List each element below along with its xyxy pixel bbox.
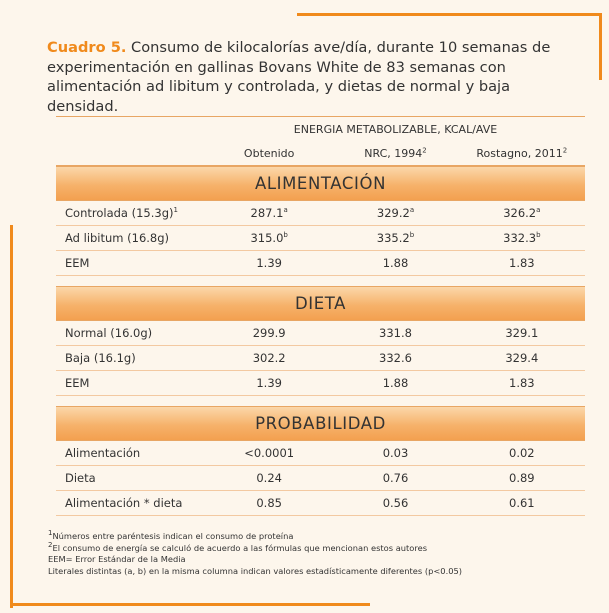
data-table	[56, 116, 585, 516]
table-cell: 1.88	[382, 376, 409, 390]
table-cell: 1.88	[382, 256, 409, 270]
table-row	[56, 466, 585, 491]
table-cell: 329.4	[505, 351, 539, 365]
header-group-row	[56, 116, 585, 141]
table-cell: 0.85	[256, 496, 282, 510]
frame-left-line	[10, 225, 13, 608]
row-label: Ad libitum (16.8g)	[65, 231, 170, 245]
row-label: Normal (16.0g)	[65, 326, 153, 340]
table-cell: 0.24	[256, 471, 282, 485]
frame-top-line	[297, 13, 602, 16]
table-cell: 0.03	[382, 446, 409, 460]
column-header: Obtenido	[243, 146, 295, 160]
row-label: Alimentación	[65, 446, 141, 460]
row-label: Baja (16.1g)	[65, 351, 136, 365]
row-label: Controlada $(15.3g)^1$	[65, 206, 178, 220]
table-cell: 1.83	[509, 256, 535, 270]
table-cell: 332.3$^b$	[503, 231, 541, 245]
row-label: Dieta	[65, 471, 96, 485]
table-row	[56, 491, 585, 516]
header-columns-row	[56, 141, 585, 166]
table-cell: 331.8	[379, 326, 412, 340]
table-cell: 0.56	[382, 496, 409, 510]
frame-bottom-line	[10, 603, 370, 606]
header-group-label: ENERGIA METABOLIZABLE, KCAL/AVE	[293, 122, 498, 136]
row-label: EEM	[65, 256, 90, 270]
table-cell: 302.2	[252, 351, 286, 365]
table-cell: 0.76	[382, 471, 409, 485]
table-cell: <0.0001	[244, 446, 295, 460]
table-cell: 329.2$^a$	[376, 206, 415, 220]
footnotes	[48, 531, 462, 577]
table-cell: 1.39	[256, 256, 282, 270]
table-cell: 326.2$^a$	[503, 206, 541, 220]
table-cell: 0.89	[509, 471, 535, 485]
table-cell: 0.02	[509, 446, 535, 460]
frame-right-line	[599, 13, 602, 80]
row-label: Alimentación * dieta	[65, 496, 183, 510]
table-row	[56, 251, 585, 276]
footnote: $^2$El consumo de energía se calculó de acuerdo a las fórmulas que mencionan estos autores	[48, 540, 428, 553]
table-row	[56, 346, 585, 371]
table-cell: 315.0$^b$	[250, 231, 288, 245]
table-cell: 332.6	[379, 351, 412, 365]
table-row	[56, 371, 585, 396]
column-header: Rostagno, 2011$^2$	[476, 145, 568, 160]
table-cell: 329.1	[505, 326, 539, 340]
table-cell: 299.9	[252, 326, 286, 340]
footnote: Literales distintas (a, b) en la misma columna indican valores estadísticamente diferentes (p<0.05)	[48, 565, 463, 576]
caption-text: Consumo de kilocalorías ave/día, durante 10 semanas de experimentación en gallinas Bovans White de 83 semanas con alimentación ad libitum y controlada, y dietas de normal y baja densidad.	[47, 39, 551, 115]
table-row	[56, 201, 585, 226]
table-cell: 1.83	[509, 376, 535, 390]
table-caption	[47, 38, 577, 116]
caption-label: Cuadro 5.	[47, 39, 127, 56]
section-band: PROBABILIDAD	[56, 406, 585, 441]
row-label: EEM	[65, 376, 90, 390]
table-cell: 1.39	[256, 376, 282, 390]
table-cell: 287.1$^a$	[250, 206, 288, 220]
section-band: ALIMENTACIÓN	[56, 166, 585, 201]
table-row	[56, 321, 585, 346]
footnote: EEM= Error Estándar de la Media	[48, 554, 186, 564]
table-row	[56, 441, 585, 466]
column-header: NRC, 1994$^2$	[364, 145, 427, 160]
table-cell: 0.61	[509, 496, 535, 510]
table-row	[56, 226, 585, 251]
footnote: $^1$Números entre paréntesis indican el consumo de proteína	[48, 529, 294, 541]
table-cell: 335.2$^b$	[376, 231, 415, 245]
section-band: DIETA	[56, 286, 585, 321]
